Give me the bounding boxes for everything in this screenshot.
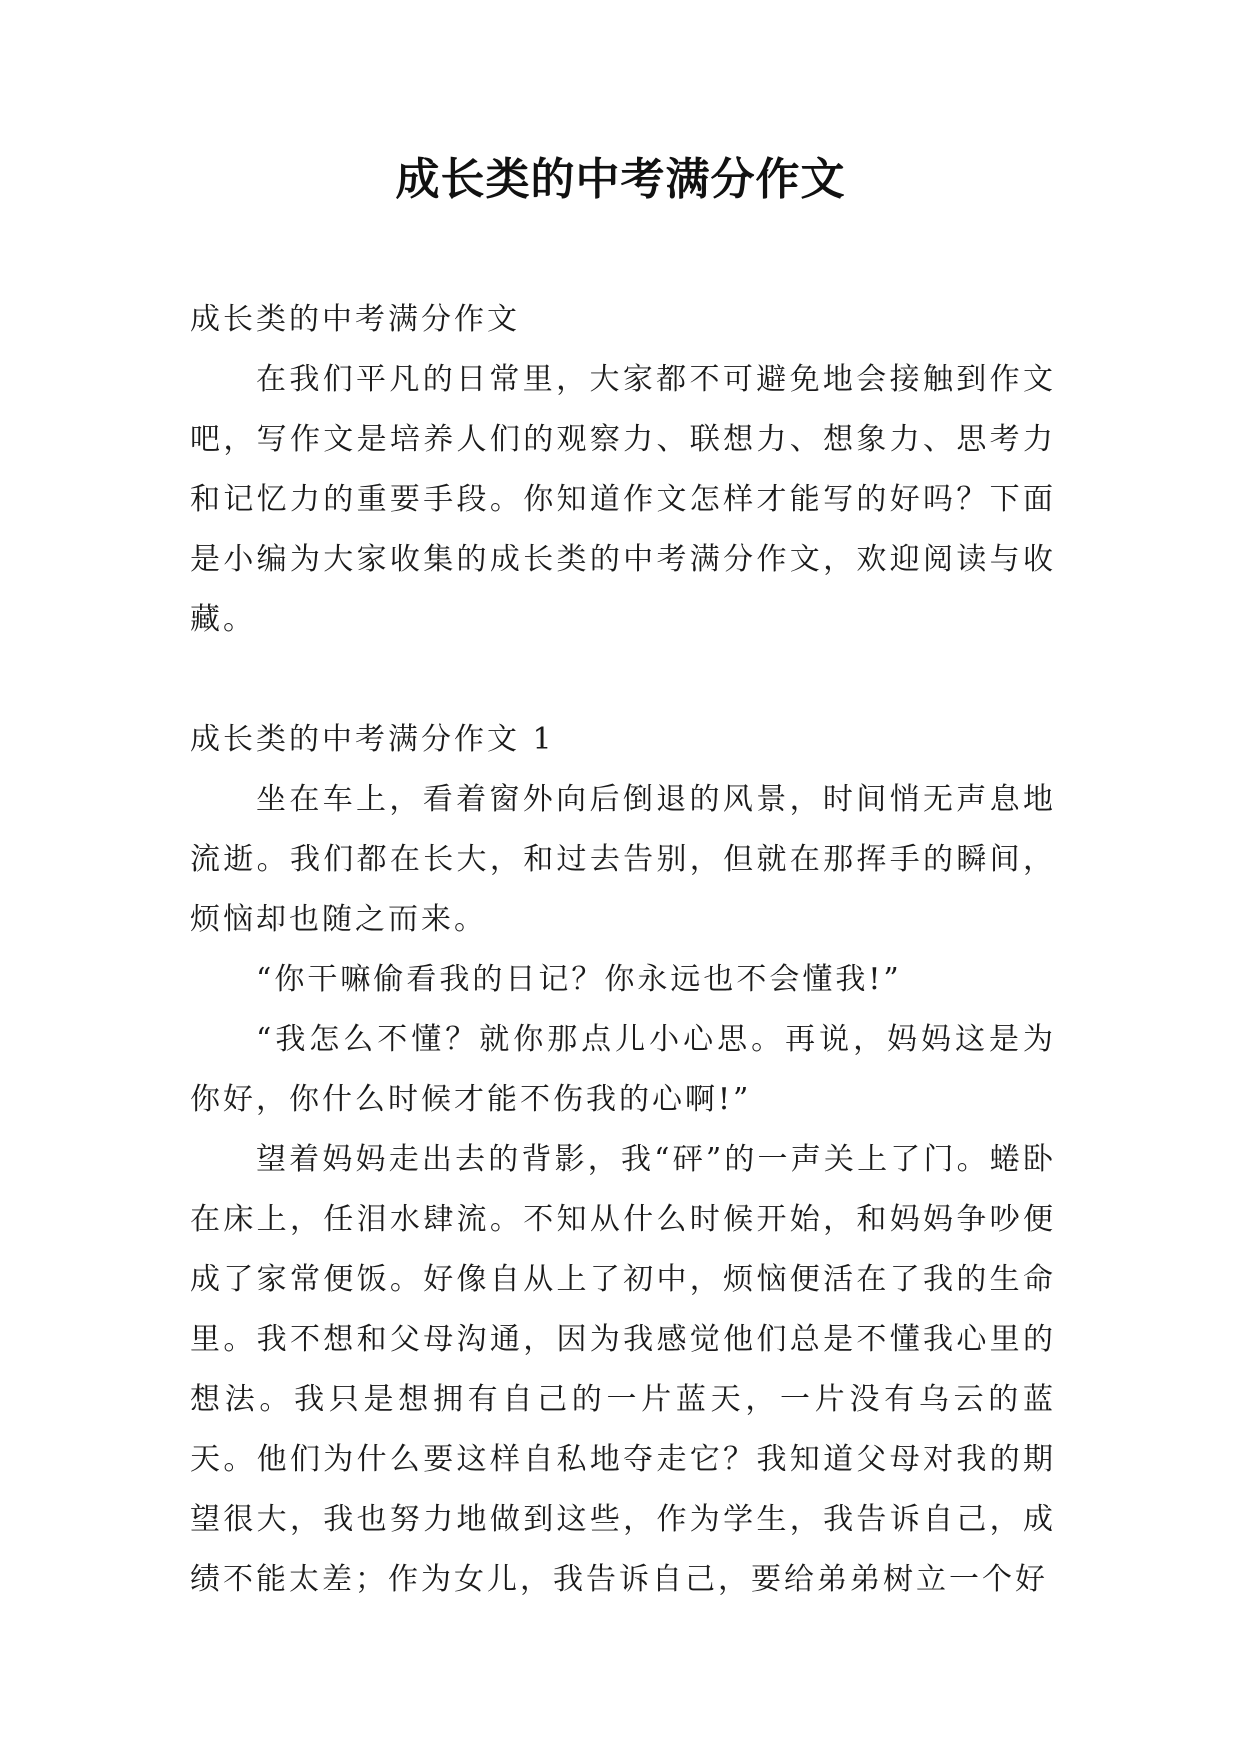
intro-heading: 成长类的中考满分作文 (190, 302, 520, 337)
intro-paragraph: 在我们平凡的日常里，大家都不可避免地会接触到作文吧，写作文是培养人们的观察力、联想力、想象力、思考力和记忆力的重要手段。你知道作文怎样才能写的好吗？下面是小编为大家收集的成长类的中考满分作文，欢迎阅读与收藏。 (190, 362, 1056, 637)
essay-1-paragraph: “你干嘛偷看我的日记？你永远也不会懂我!” (256, 962, 902, 997)
essay-1-paragraph: 望着妈妈走出去的背影，我“砰”的一声关上了门。蜷卧在床上，任泪水肆流。不知从什么时候开始，和妈妈争吵便成了家常便饭。好像自从上了初中，烦恼便活在了我的生命里。我不想和父母沟通，因为我感觉他们总是不懂我心里的想法。我只是想拥有自己的一片蓝天，一片没有乌云的蓝天。他们为什么要这样自私地夺走它？我知道父母对我的期望很大，我也努力地做到这些，作为学生，我告诉自己，成绩不能太差；作为女儿，我告诉自己，要给弟弟树立一个好 (190, 1142, 1056, 1597)
section-spacer (190, 650, 1056, 710)
essay-1-paragraph: 坐在车上，看着窗外向后倒退的风景，时间悄无声息地流逝。我们都在长大，和过去告别，但就在那挥手的瞬间，烦恼却也随之而来。 (190, 782, 1056, 937)
essay-1-heading: 成长类的中考满分作文 1 (190, 722, 555, 757)
document-body (190, 290, 1056, 1610)
document-title: 成长类的中考满分作文 (395, 154, 846, 205)
essay-1-paragraph: “我怎么不懂？就你那点儿小心思。再说，妈妈这是为你好，你什么时候才能不伤我的心啊!” (190, 1022, 1056, 1117)
